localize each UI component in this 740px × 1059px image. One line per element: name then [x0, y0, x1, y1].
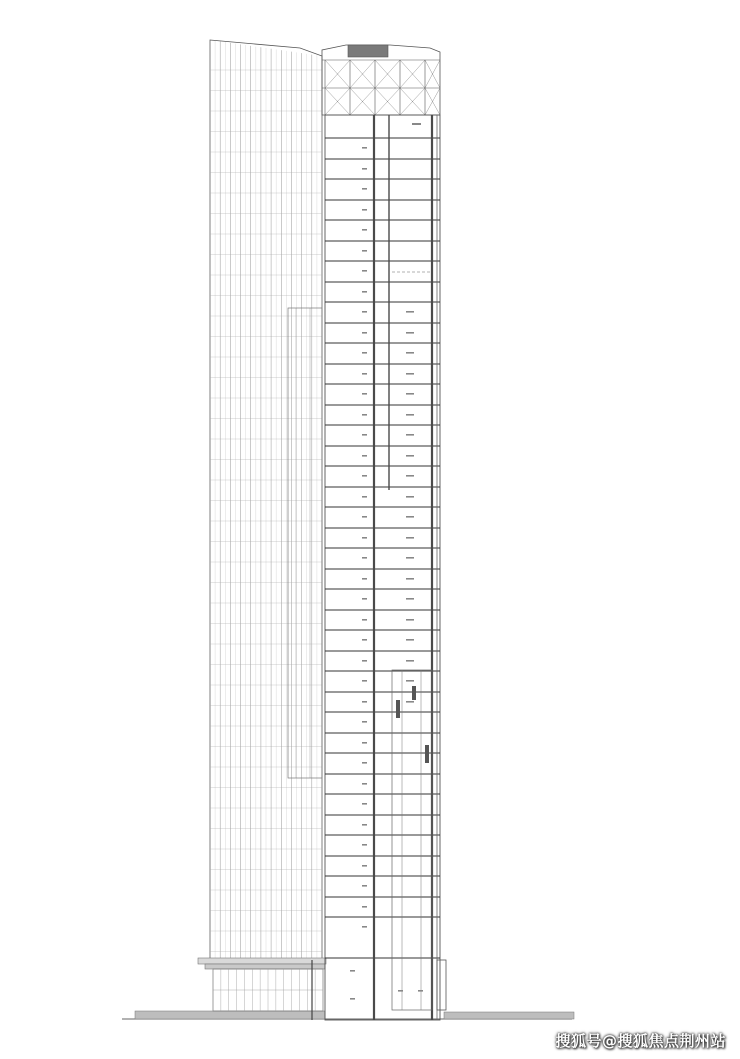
room-tag-mark: [398, 990, 403, 992]
elevator-car: [396, 700, 400, 718]
room-tag-mark: [406, 537, 414, 539]
watermark-text: 搜狐号@搜狐焦点荆州站: [555, 1032, 726, 1050]
room-tag-mark: [362, 414, 367, 416]
room-tag-mark: [362, 557, 367, 559]
room-tag-mark: [406, 516, 414, 518]
room-tag-mark: [362, 250, 367, 252]
rooftop-equipment: [348, 45, 388, 57]
room-tag-mark: [362, 742, 367, 744]
glass-curtain-wall-facade: [210, 40, 322, 960]
floor-section-grid: [325, 115, 440, 1020]
room-tag-mark: [362, 537, 367, 539]
room-tag-mark: [406, 578, 414, 580]
room-tag-mark: [362, 434, 367, 436]
ground-slab-left: [135, 1011, 325, 1019]
room-tag-mark: [406, 311, 414, 313]
room-tag-mark: [406, 619, 414, 621]
room-tag-mark: [362, 680, 367, 682]
room-tag-mark: [362, 639, 367, 641]
room-tag-mark: [406, 639, 414, 641]
room-tag-mark: [362, 188, 367, 190]
room-tag-mark: [362, 475, 367, 477]
room-tag-mark: [362, 147, 367, 149]
podium-base: [198, 958, 326, 1011]
elevator-car: [412, 686, 416, 700]
vertical-core-walls: [312, 115, 446, 1020]
room-tag-mark: [362, 352, 367, 354]
room-tag-mark: [362, 885, 367, 887]
rooftop-crown-truss: [322, 45, 440, 115]
room-tag-mark: [362, 578, 367, 580]
room-tag-mark: [362, 844, 367, 846]
ground-line: [122, 1011, 574, 1019]
room-tag-mark: [418, 990, 423, 992]
room-tag-mark: [362, 373, 367, 375]
room-tag-marks: [350, 123, 423, 1000]
room-tag-mark: [362, 824, 367, 826]
room-tag-mark: [362, 229, 367, 231]
room-tag-mark: [362, 762, 367, 764]
room-tag-mark: [406, 701, 414, 703]
room-tag-mark: [362, 803, 367, 805]
room-tag-mark: [406, 496, 414, 498]
room-tag-mark: [406, 455, 414, 457]
room-tag-mark: [362, 291, 367, 293]
elevator-car: [425, 745, 429, 763]
room-tag-mark: [362, 455, 367, 457]
room-tag-mark: [362, 865, 367, 867]
room-tag-mark: [350, 970, 355, 972]
room-tag-mark: [362, 332, 367, 334]
ground-slab-right: [444, 1012, 574, 1019]
room-tag-mark: [362, 721, 367, 723]
room-tag-mark: [406, 414, 414, 416]
room-tag-mark: [406, 680, 414, 682]
room-tag-mark: [406, 393, 414, 395]
podium-canopy: [198, 958, 326, 964]
room-tag-mark: [362, 619, 367, 621]
room-tag-mark: [362, 783, 367, 785]
room-tag-mark: [362, 598, 367, 600]
room-tag-mark: [362, 311, 367, 313]
room-tag-mark: [406, 598, 414, 600]
room-tag-mark: [350, 998, 355, 1000]
elevator-shaft: [392, 670, 432, 1010]
room-tag-mark: [406, 352, 414, 354]
room-tag-mark: [406, 434, 414, 436]
room-tag-mark: [362, 906, 367, 908]
room-tag-mark: [362, 516, 367, 518]
room-tag-mark: [362, 393, 367, 395]
section-outline: [325, 115, 440, 1020]
side-wall: [437, 960, 446, 1010]
room-tag-mark: [362, 660, 367, 662]
room-tag-mark: [362, 701, 367, 703]
room-tag-mark: [362, 926, 367, 928]
podium-band: [205, 964, 325, 969]
room-tag-mark: [406, 557, 414, 559]
room-tag-mark: [406, 332, 414, 334]
room-tag-mark: [362, 209, 367, 211]
room-tag-mark: [406, 475, 414, 477]
room-tag-mark: [412, 123, 421, 125]
room-tag-mark: [406, 373, 414, 375]
room-tag-mark: [406, 660, 414, 662]
room-tag-mark: [362, 270, 367, 272]
room-tag-mark: [362, 168, 367, 170]
room-tag-mark: [362, 496, 367, 498]
